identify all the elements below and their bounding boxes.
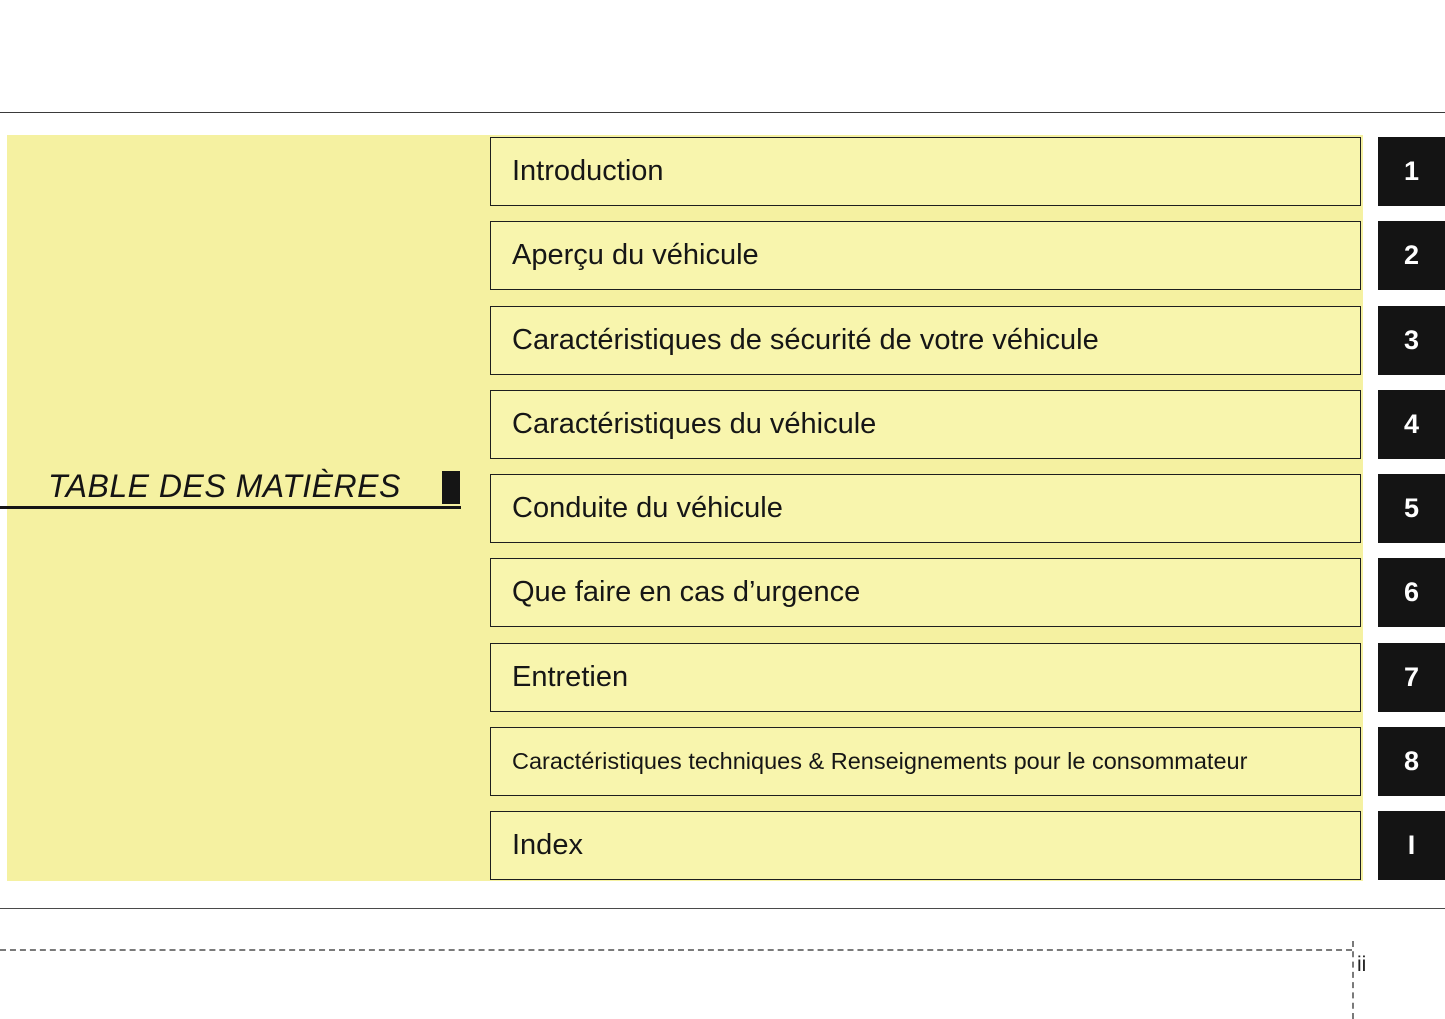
top-rule: [0, 112, 1445, 113]
toc-row-securite: [490, 306, 1361, 375]
toc-title-block: [0, 467, 461, 509]
chapter-label: Caractéristiques du véhicule: [512, 408, 877, 440]
chapter-tab-5: [1378, 474, 1445, 543]
toc-row-conduite: [490, 474, 1361, 543]
page-title: TABLE DES MATIÈRES: [48, 468, 401, 504]
dashed-cut-line-vertical: [1352, 941, 1354, 1019]
chapter-tab-4: [1378, 390, 1445, 459]
chapter-tab-2: [1378, 221, 1445, 290]
tab-number: 6: [1403, 577, 1420, 607]
tab-number: 7: [1403, 662, 1420, 692]
tab-number: 5: [1403, 493, 1420, 523]
toc-row-urgence: [490, 558, 1361, 627]
chapter-label: Conduite du véhicule: [512, 492, 783, 524]
tab-number: 4: [1403, 409, 1420, 439]
chapter-label: Introduction: [512, 155, 664, 187]
chapter-tab-index: [1378, 811, 1445, 880]
chapter-tab-3: [1378, 306, 1445, 375]
chapter-tab-6: [1378, 558, 1445, 627]
chapter-label: Index: [512, 829, 583, 861]
tab-number: 3: [1403, 325, 1420, 355]
toc-row-techniques: [490, 727, 1361, 796]
toc-row-introduction: [490, 137, 1361, 206]
toc-row-index: [490, 811, 1361, 880]
dashed-cut-line-horizontal: [0, 949, 1352, 951]
title-square-marker: [442, 471, 460, 504]
tab-number: 1: [1403, 156, 1420, 186]
chapter-tab-7: [1378, 643, 1445, 712]
toc-row-caracteristiques: [490, 390, 1361, 459]
chapter-tab-1: [1378, 137, 1445, 206]
tab-number: I: [1407, 830, 1416, 860]
chapter-label: Aperçu du véhicule: [512, 239, 759, 271]
chapter-tab-8: [1378, 727, 1445, 796]
toc-row-entretien: [490, 643, 1361, 712]
toc-row-apercu: [490, 221, 1361, 290]
chapter-label: Entretien: [512, 661, 629, 693]
bottom-rule: [0, 908, 1445, 909]
chapter-label: Caractéristiques techniques & Renseignements pour le consommateur: [512, 748, 1248, 774]
tab-number: 2: [1403, 240, 1420, 270]
chapter-label: Que faire en cas d’urgence: [512, 576, 861, 608]
page-number: ii: [1357, 953, 1367, 976]
tab-number: 8: [1403, 746, 1420, 776]
chapter-label: Caractéristiques de sécurité de votre véhicule: [512, 324, 1099, 356]
